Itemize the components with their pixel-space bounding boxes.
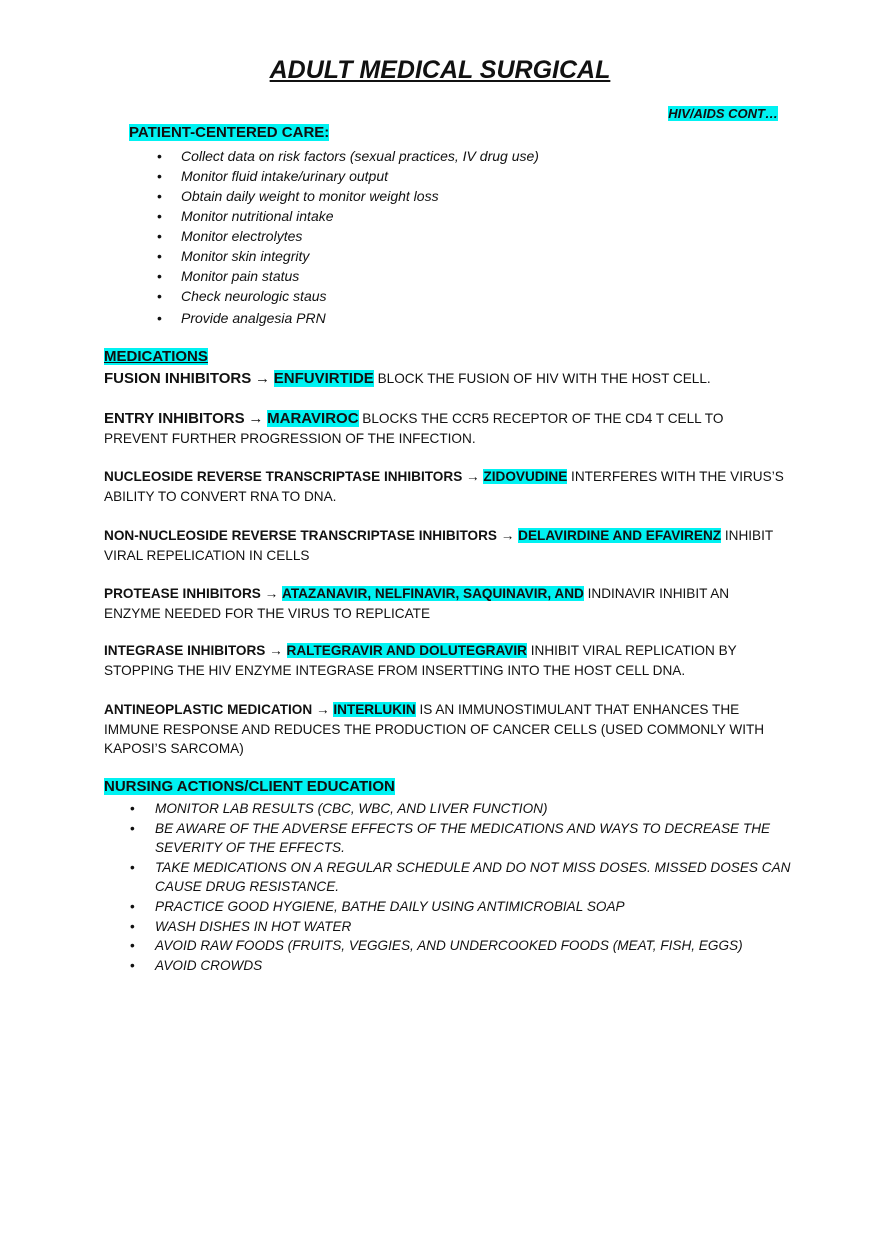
medication-description: BLOCKS THE CCR5 RECEPTOR OF THE CD4 T CELL TO PREVENT FURTHER PROGRESSION OF THE INFECTION. bbox=[104, 411, 724, 446]
medication-class-name: NON-NUCLEOSIDE REVERSE TRANSCRIPTASE INHIBITORS bbox=[104, 528, 497, 543]
drug-name: RALTEGRAVIR AND DOLUTEGRAVIR bbox=[286, 643, 527, 658]
drug-name: ZIDOVUDINE bbox=[483, 469, 568, 484]
arrow-icon: → bbox=[500, 528, 515, 543]
patient-care-heading: PATIENT-CENTERED CARE: bbox=[129, 124, 330, 141]
medication-fusion-inhibitors bbox=[104, 369, 784, 389]
drug-name: DELAVIRDINE AND EFAVIRENZ bbox=[518, 528, 722, 543]
medication-class-name: PROTEASE INHIBITORS bbox=[104, 586, 261, 601]
list-item: • MONITOR LAB RESULTS (CBC, WBC, AND LIVER FUNCTION) bbox=[155, 799, 795, 819]
list-item: • WASH DISHES IN HOT WATER bbox=[155, 917, 795, 937]
medication-nrti bbox=[104, 467, 784, 506]
document-title: ADULT MEDICAL SURGICAL bbox=[269, 56, 611, 84]
medication-class-name: NUCLEOSIDE REVERSE TRANSCRIPTASE INHIBITORS bbox=[104, 469, 463, 484]
medication-class-name: INTEGRASE INHIBITORS bbox=[104, 643, 266, 658]
medication-protease-inhibitors bbox=[104, 584, 784, 623]
medications-heading: MEDICATIONS bbox=[104, 348, 208, 365]
section-continued-label: HIV/AIDS CONT… bbox=[668, 106, 778, 121]
list-item: • Obtain daily weight to monitor weight loss bbox=[181, 186, 539, 206]
medication-description: INHIBIT VIRAL REPELICATION IN CELLS bbox=[104, 528, 773, 563]
drug-name: MARAVIROC bbox=[267, 410, 359, 427]
arrow-icon: → bbox=[255, 370, 271, 387]
list-item: • Provide analgesia PRN bbox=[181, 308, 539, 328]
medication-description: INHIBIT VIRAL REPLICATION BY STOPPING THE HIV ENZYME INTEGRASE FROM INSERTTING INTO THE HOST CELL DNA. bbox=[104, 643, 737, 678]
list-item: • Monitor skin integrity bbox=[181, 246, 539, 266]
list-item: • TAKE MEDICATIONS ON A REGULAR SCHEDULE AND DO NOT MISS DOSES. MISSED DOSES CAN CAUSE DRUG RESISTANCE. bbox=[155, 858, 795, 897]
list-item: • BE AWARE OF THE ADVERSE EFFECTS OF THE MEDICATIONS AND WAYS TO DECREASE THE SEVERITY OF THE EFFECTS. bbox=[155, 819, 795, 858]
list-item: • Check neurologic staus bbox=[181, 286, 539, 306]
list-item: • PRACTICE GOOD HYGIENE, BATHE DAILY USING ANTIMICROBIAL SOAP bbox=[155, 897, 795, 917]
drug-name: ATAZANAVIR, NELFINAVIR, SAQUINAVIR, AND bbox=[282, 586, 584, 601]
arrow-icon: → bbox=[466, 469, 480, 484]
list-item: • Monitor electrolytes bbox=[181, 226, 539, 246]
list-item: • Monitor nutritional intake bbox=[181, 206, 539, 226]
list-item: • AVOID CROWDS bbox=[155, 956, 795, 976]
arrow-icon: → bbox=[264, 586, 279, 601]
medication-class-name: ENTRY INHIBITORS bbox=[104, 410, 245, 427]
arrow-icon: → bbox=[269, 643, 283, 658]
medication-description: INDINAVIR INHIBIT AN ENZYME NEEDED FOR THE VIRUS TO REPLICATE bbox=[104, 586, 730, 621]
medication-description: BLOCK THE FUSION OF HIV WITH THE HOST CELL. bbox=[373, 371, 711, 386]
drug-name: ENFUVIRTIDE bbox=[273, 370, 374, 387]
medication-entry-inhibitors bbox=[104, 409, 784, 448]
medication-class-name: ANTINEOPLASTIC MEDICATION bbox=[104, 702, 313, 717]
drug-name: INTERLUKIN bbox=[333, 702, 416, 717]
medication-description: INTERFERES WITH THE VIRUS’S ABILITY TO CONVERT RNA TO DNA. bbox=[104, 469, 784, 504]
medication-class-name: FUSION INHIBITORS bbox=[104, 370, 252, 387]
medication-description: IS AN IMMUNOSTIMULANT THAT ENHANCES THE IMMUNE RESPONSE AND REDUCES THE PRODUCTION OF CANCER CELLS (USED COMMONLY WITH KAPOSI’S SARCOMA) bbox=[104, 702, 765, 756]
medication-nnrti bbox=[104, 526, 784, 565]
arrow-icon: → bbox=[315, 702, 330, 717]
list-item: • Collect data on risk factors (sexual practices, IV drug use) bbox=[181, 146, 539, 166]
medication-antineoplastic bbox=[104, 700, 784, 759]
list-item: • AVOID RAW FOODS (FRUITS, VEGGIES, AND UNDERCOOKED FOODS (MEAT, FISH, EGGS) bbox=[155, 936, 795, 956]
medication-integrase-inhibitors bbox=[104, 641, 784, 680]
nursing-actions-list bbox=[155, 799, 795, 975]
arrow-icon: → bbox=[248, 410, 264, 427]
patient-care-list bbox=[181, 146, 539, 328]
nursing-actions-heading: NURSING ACTIONS/CLIENT EDUCATION bbox=[104, 778, 395, 795]
list-item: • Monitor fluid intake/urinary output bbox=[181, 166, 539, 186]
list-item: • Monitor pain status bbox=[181, 266, 539, 286]
